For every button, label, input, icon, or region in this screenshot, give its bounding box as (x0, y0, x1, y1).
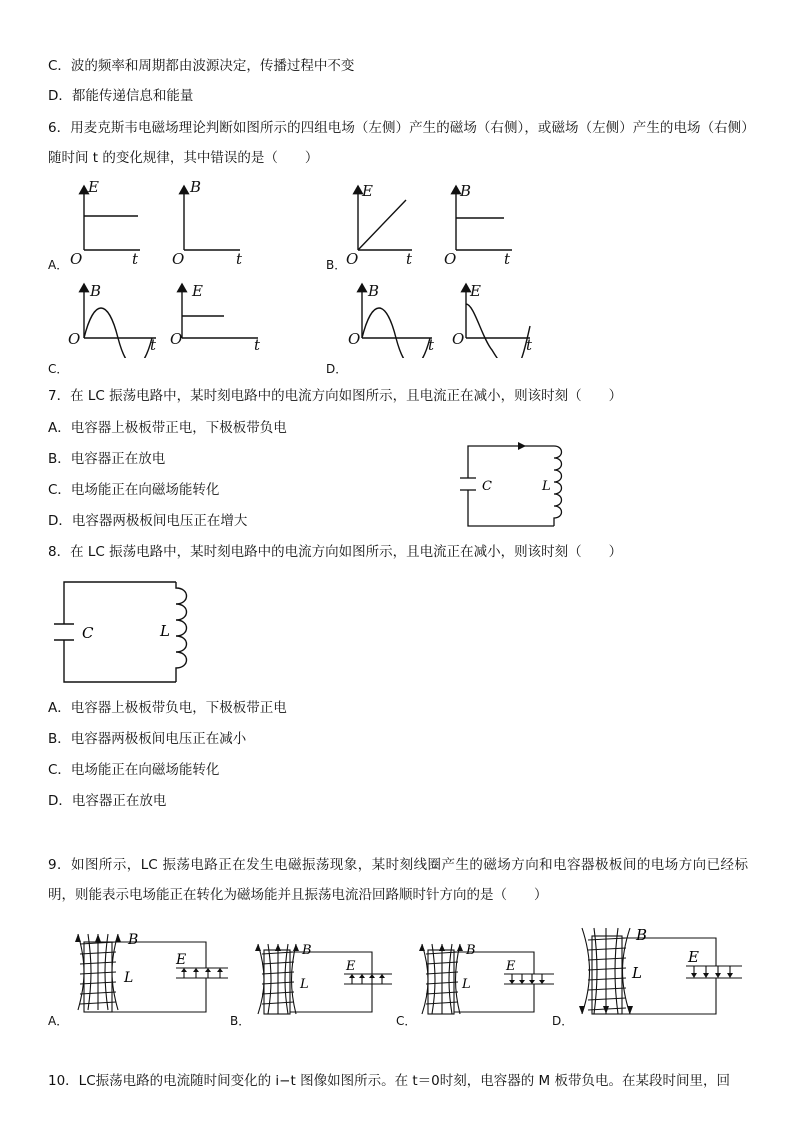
q6c-o-label: O (68, 330, 81, 348)
q9-label-a: A． (48, 1014, 69, 1028)
q6b-e-label: E (362, 182, 373, 200)
q9c-l-label: L (462, 977, 471, 992)
q8-option-a: A．电容器上极板带负电，下极板带正电 (48, 700, 287, 716)
q9-label-b: B． (230, 1014, 251, 1028)
q6b-t-label: t (406, 250, 413, 268)
q6a-b-label: B (190, 178, 202, 196)
q6d-t2-label: t (526, 336, 533, 354)
q6a-t2-label: t (236, 250, 243, 268)
q7-c-label: C (482, 479, 492, 494)
q6d-t-label: t (428, 336, 435, 354)
q9a-b-label: B (128, 932, 139, 948)
q7-option-b: B．电容器正在放电 (48, 451, 166, 467)
question-9-stem: 9．如图所示，LC 振荡电路正在发生电磁振荡现象，某时刻线圈产生的磁场方向和电容器极板间的电场方向已经标明，则能表示电场能正在转化为磁场能并且振荡电流沿回路顺时针方向的是（ ） (48, 857, 748, 903)
q6a-e-label: E (88, 178, 99, 196)
q8-c-label: C (82, 624, 94, 642)
q6b-b-label: B (460, 182, 472, 200)
q9b-b-label: B (302, 943, 312, 958)
q7-option-c: C．电场能正在向磁场能转化 (48, 482, 220, 498)
q9-label-c: C． (396, 1014, 417, 1028)
q8-option-c: C．电场能正在向磁场能转化 (48, 762, 220, 778)
q6-label-a: A． (48, 258, 69, 272)
question-10-stem: 10．LC振荡电路的电流随时间变化的 i−t 图像如图所示。在 t＝0时刻，电容器的 M 板带负电。在某段时间里，回 (48, 1073, 730, 1089)
q9a-l-label: L (124, 970, 134, 986)
q6c-t2-label: t (254, 336, 261, 354)
q6a-o-label: O (70, 250, 83, 268)
q6d-e-label: E (470, 282, 481, 300)
q6a-t-label: t (132, 250, 139, 268)
q6c-b-label: B (90, 282, 102, 300)
option-c: C．波的频率和周期都由波源决定，传播过程中不变 (48, 58, 355, 74)
q6d-b-label: B (368, 282, 380, 300)
q6b-t2-label: t (504, 250, 511, 268)
q6d-o-label: O (348, 330, 361, 348)
q6c-e-label: E (192, 282, 203, 300)
q9a-e-label: E (176, 952, 187, 968)
q6c-o2-label: O (170, 330, 183, 348)
q6d-o2-label: O (452, 330, 465, 348)
q6-label-c: C． (48, 362, 69, 376)
q6-graphs (60, 178, 540, 358)
q8-option-b: B．电容器两极板间电压正在减小 (48, 731, 247, 747)
q9c-e-label: E (506, 959, 516, 974)
question-7-stem: 7．在 LC 振荡电路中，某时刻电路中的电流方向如图所示，且电流正在减小，则该时刻（ ） (48, 388, 623, 404)
q9d-b-label: B (636, 926, 648, 944)
q8-lc-circuit (52, 574, 202, 686)
q9-label-d: D． (552, 1014, 574, 1028)
q7-option-a: A．电容器上极板带正电，下极板带负电 (48, 420, 287, 436)
option-d: D．都能传递信息和能量 (48, 88, 194, 104)
q7-lc-circuit (456, 440, 576, 532)
q7-option-d: D．电容器两极板间电压正在增大 (48, 513, 248, 529)
q8-option-d: D．电容器正在放电 (48, 793, 167, 809)
q6a-o2-label: O (172, 250, 185, 268)
q7-l-label: L (542, 479, 551, 494)
q9c-b-label: B (466, 943, 476, 958)
question-8-stem: 8．在 LC 振荡电路中，某时刻电路中的电流方向如图所示，且电流正在减小，则该时刻（ ） (48, 544, 623, 560)
q9d-l-label: L (632, 964, 642, 982)
q8-l-label: L (160, 622, 170, 640)
q9b-l-label: L (300, 977, 309, 992)
q6c-t-label: t (150, 336, 157, 354)
q6-label-b: B． (326, 258, 347, 272)
question-6-stem: 6．用麦克斯韦电磁场理论判断如图所示的四组电场（左侧）产生的磁场（右侧），或磁场（左侧）产生的电场（右侧）随时间 t 的变化规律，其中错误的是（ ） (48, 120, 748, 166)
q6-label-d: D． (326, 362, 348, 376)
q6b-o-label: O (346, 250, 359, 268)
q9d-e-label: E (688, 948, 699, 966)
q9b-e-label: E (346, 959, 356, 974)
q9-figure-a (66, 922, 236, 1022)
q9-figure-d (574, 918, 748, 1024)
q9-figure-b (250, 934, 400, 1024)
q6b-o2-label: O (444, 250, 457, 268)
q9-figure-c (414, 934, 564, 1024)
